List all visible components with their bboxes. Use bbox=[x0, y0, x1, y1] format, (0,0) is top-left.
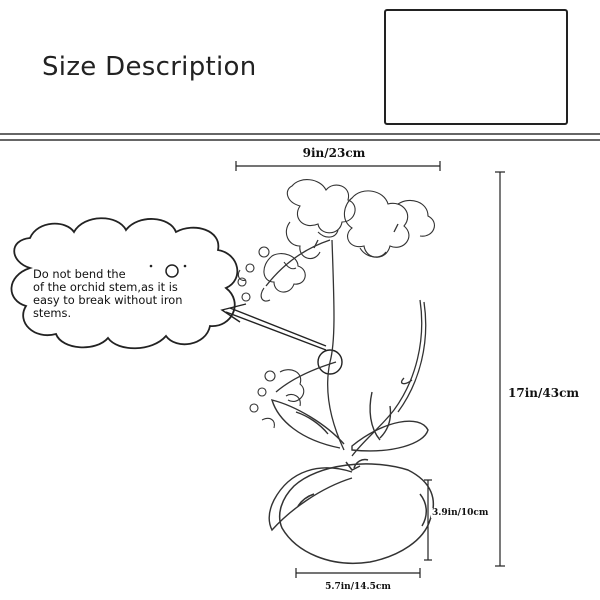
orchid-leaves bbox=[269, 392, 428, 530]
pointer-arrow bbox=[222, 304, 326, 350]
care-note-line: stems. bbox=[33, 306, 72, 320]
care-note-line: easy to break without iron bbox=[33, 293, 183, 307]
detail-thumbnail bbox=[384, 9, 568, 125]
orchid-pot bbox=[280, 459, 434, 563]
height-dimension-line bbox=[495, 172, 505, 566]
care-note-line: Do not bend the bbox=[33, 267, 126, 281]
care-note-line: of the orchid stem,as it is bbox=[33, 280, 178, 294]
note-dot-icon bbox=[184, 265, 187, 268]
pot-height-label: 3.9in/10cm bbox=[432, 508, 489, 518]
care-note bbox=[33, 268, 223, 320]
height-label: 17in/43cm bbox=[508, 386, 580, 400]
width-dimension-line bbox=[236, 161, 440, 171]
width-label: 9in/23cm bbox=[302, 146, 366, 160]
page-title: Size Description bbox=[42, 52, 257, 82]
note-dot-icon bbox=[150, 265, 153, 268]
pot-width-dimension-line bbox=[296, 568, 420, 578]
orchid-flowers bbox=[264, 180, 434, 292]
header-divider bbox=[0, 134, 600, 140]
pot-width-label: 5.7in/14.5cm bbox=[325, 582, 391, 592]
